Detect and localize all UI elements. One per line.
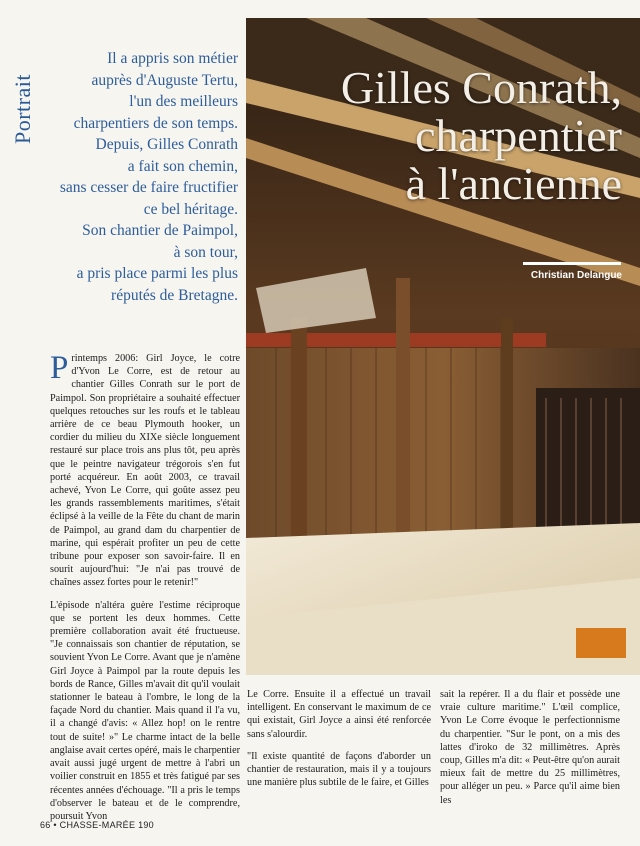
author-byline: Christian Delangue (530, 270, 622, 281)
section-label-text: Portrait (10, 74, 35, 144)
paragraph-text: rintemps 2006: Girl Joyce, le cotre d'Yvon Le Corre, est de retour au chantier Gilles Conrath sur le port de Paimpol. Son propriétaire a souhaité effectuer quelques retouches sur les roufs et le tableau arrière de ce beau Plymouth hooker, un cordier du milieu du XIXe siècle longuement restauré sur place trois ans plus tôt, peu après que le peintre navigateur trégorois s'en fut porté acquéreur. En août 2003, ce travail achevé, Yvon Le Corre, qui goûte assez peu les grands rassemblements maritimes, s'était éclipsé à la veille de la Fête du chant de marin de Paimpol, au grand dam du charpentier de marine, qui espérait profiter un peu de cette tribune pour exposer son savoir-faire. Il en sourit aujourd'hui: "Je n'ai pas trouvé de chaînes assez fortes pour le retenir!" (50, 353, 240, 589)
body-column-3 (440, 688, 620, 816)
section-label (6, 44, 40, 174)
intro-line: réputés de Bretagne. (111, 286, 238, 304)
workshop-photo (246, 18, 640, 675)
body-column-2 (247, 688, 431, 798)
title-line: Gilles Conrath, (340, 62, 622, 113)
title-line: à l'ancienne (405, 158, 622, 209)
intro-standfirst (40, 48, 238, 306)
body-paragraph: L'épisode n'altéra guère l'estime réciproque que se portent les deux hommes. Cette première collaboration avait été fructueuse. "Je connaissais son chantier de réputation, se souvient Yvon Le Corre. Avant que je n'amène Girl Joyce à Paimpol par la route depuis les bords de Rance, Gilles m'avait dit qu'il voulait stationner le bateau à l'ombre, le long de la façade Nord du chantier. Mais quand il l'a vu, il a changé d'avis: « Allez hop! on le rentre tout de suite! »" Le charme intact de la belle anglaise avait certes opéré, mais le charpentier avait aussi jugé urgent de mettre à l'abri un voilier construit en 1855 et très fatigué par ses récentes années d'échouage. "Il a pris le temps d'observer le bateau et de le comprendre, poursuit Yvon (50, 599, 240, 822)
body-column-1 (50, 352, 240, 832)
intro-line: ce bel héritage. (143, 200, 238, 218)
drop-cap: P (50, 350, 69, 386)
title-line: charpentier (415, 110, 622, 161)
intro-line: a fait son chemin, (127, 157, 238, 175)
intro-line: Depuis, Gilles Conrath (95, 136, 238, 153)
intro-line: l'un des meilleurs (129, 93, 238, 110)
body-paragraph: sait la repérer. Il a du flair et possède une vraie culture maritime." L'œil complice, Yvon Le Corre évoque le perfectionnisme du charpentier. "Sur le pont, on a mis des lattes d'iroko de 32 millimètres. Après coup, Gilles m'a dit: « Peut-être qu'on aurait mieux fait de mettre du 25 millimètres, pour alléger un peu. » Parce qu'il aime bien les (440, 689, 620, 806)
intro-line: Son chantier de Paimpol, (82, 222, 238, 239)
body-paragraph: "Il existe quantité de façons d'aborder un chantier de restauration, mais il y a toujours une manière plus subtile de le faire, et Gilles (247, 750, 431, 789)
body-paragraph (50, 352, 240, 590)
intro-line: à son tour, (173, 243, 238, 261)
intro-line: Il a appris son métier (107, 50, 238, 67)
article-title (341, 64, 622, 208)
intro-line: charpentiers de son temps. (73, 114, 238, 132)
intro-line: sans cesser de faire fructifier (59, 179, 238, 196)
body-paragraph: Le Corre. Ensuite il a effectué un travail intelligent. En conservant le maximum de ce qui existait, Girl Joyce a ainsi été renforcée sans s'alourdir. (247, 689, 431, 740)
intro-line: auprès d'Auguste Tertu, (91, 71, 238, 89)
author-divider (523, 262, 621, 265)
intro-line: a pris place parmi les plus (76, 265, 238, 282)
page-folio: 66 • CHASSE-MARÉE 190 (40, 820, 154, 830)
